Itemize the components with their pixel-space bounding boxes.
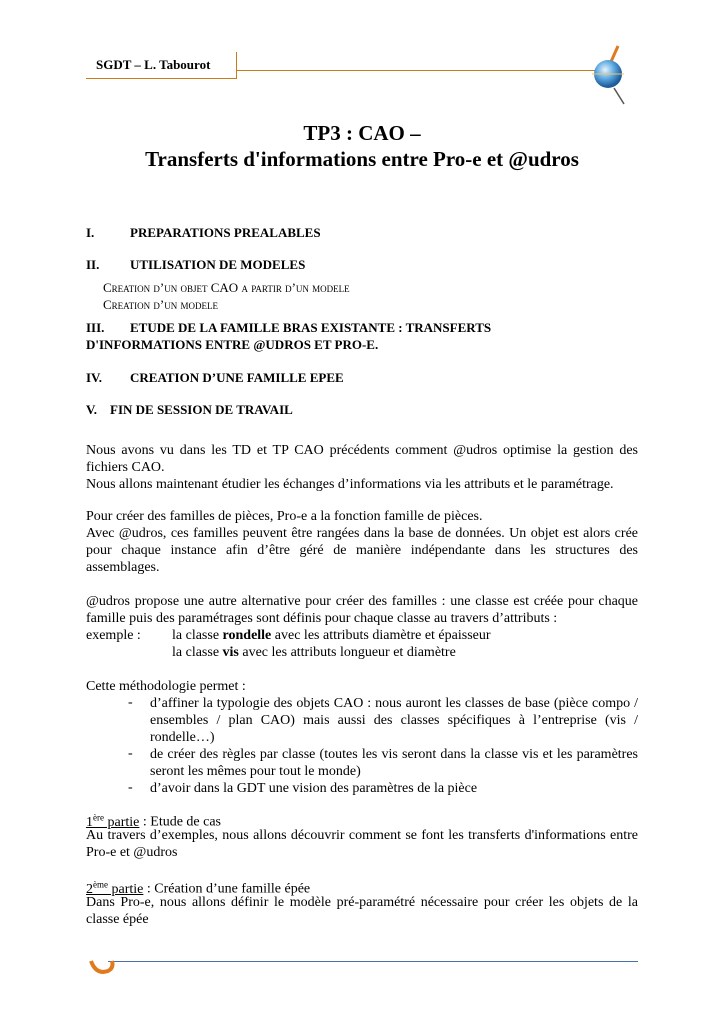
- bullet-item-3: d’avoir dans la GDT une vision des paramètres de la pièce: [150, 781, 478, 796]
- paragraph-intro-2: Nous allons maintenant étudier les échanges d’informations via les attributs et le paramétrage.: [86, 477, 614, 492]
- bullet-dash: -: [128, 780, 133, 795]
- example-class-name: rondelle: [222, 628, 272, 643]
- part1-text: Au travers d’exemples, nous allons découvrir comment se font les transferts d'informations entre Pro-e et @udros: [86, 828, 638, 860]
- outline-item-3-cont: D'INFORMATIONS ENTRE @UDROS ET PRO-E.: [86, 337, 379, 352]
- example-text: la classe: [172, 645, 223, 660]
- example-text: avec les attributs longueur et diamètre: [238, 645, 456, 660]
- globe-pen-logo-icon: [588, 44, 636, 108]
- outline-item-5: [86, 402, 293, 418]
- paragraph-intro: Nous avons vu dans les TD et TP CAO précédents comment @udros optimise la gestion des fichiers CAO.: [86, 443, 638, 475]
- part2-superscript: ème: [93, 879, 108, 889]
- example-vis: [172, 644, 456, 661]
- outline-item-2: [86, 257, 305, 273]
- part2-title: : Création d’une famille épée: [143, 881, 311, 897]
- footer-rule: [108, 961, 638, 962]
- outline-item-4: [86, 370, 344, 386]
- outline-num: II.: [86, 257, 100, 272]
- outline-num: III.: [86, 320, 105, 335]
- outline-num: I.: [86, 225, 95, 240]
- paragraph-alternative: @udros propose une autre alternative pour créer des familles : une classe est créée pour chaque famille puis des paramétrages sont définis pour chaque classe au travers d’attributs :: [86, 594, 638, 626]
- outline-label: ETUDE DE LA FAMILLE BRAS EXISTANTE : TRANSFERTS: [130, 320, 492, 335]
- part1-title: : Etude de cas: [139, 814, 222, 830]
- outline-item-1: [86, 225, 321, 241]
- example-label: exemple :: [86, 628, 141, 643]
- sub-item-1-a: Creation d’un objet: [103, 280, 211, 295]
- paragraph-methodology: Cette méthodologie permet :: [86, 679, 246, 694]
- outline-num: V.: [86, 402, 97, 417]
- doc-title-line1: TP3 : CAO –: [303, 121, 421, 145]
- paragraph-families: Pour créer des familles de pièces, Pro-e a la fonction famille de pièces.: [86, 509, 483, 524]
- sub-item-1-b: CAO: [210, 280, 239, 295]
- part2-word: partie: [108, 881, 144, 897]
- bullet-dash: -: [128, 746, 133, 761]
- sub-item-1: [103, 280, 350, 296]
- example-text: la classe: [172, 628, 223, 643]
- doc-title-line2: Transferts d'informations entre Pro-e et @udros: [145, 147, 579, 171]
- orange-swoosh-logo-icon: [88, 957, 118, 977]
- example-class-name: vis: [222, 645, 239, 660]
- outline-item-3: [86, 320, 491, 336]
- example-rondelle: [172, 627, 491, 644]
- paragraph-udros-families: Avec @udros, ces familles peuvent être rangées dans la base de données. Un objet est alors crée pour chaque instance afin d’être géré de manière indépendante dans les structures des assemblages.: [86, 526, 638, 575]
- bullet-dash: -: [128, 695, 133, 710]
- outline-label: UTILISATION DE MODELES: [130, 257, 306, 272]
- bullet-item-2: de créer des règles par classe (toutes les vis seront dans la classe vis et les paramètres seront les mêmes pour tout le monde): [150, 747, 638, 779]
- part2-number: 2: [86, 881, 93, 897]
- outline-label: CREATION D’UNE FAMILLE EPEE: [130, 370, 344, 385]
- sub-item-2: Creation d’un modele: [103, 297, 218, 312]
- part2-text: Dans Pro-e, nous allons définir le modèle pré-paramétré nécessaire pour créer les objets de la classe épée: [86, 895, 638, 927]
- part1-number: 1: [86, 814, 93, 830]
- example-text: avec les attributs diamètre et épaisseur: [271, 628, 491, 643]
- part1-word: partie: [104, 814, 140, 830]
- outline-label: PREPARATIONS PREALABLES: [130, 225, 321, 240]
- sub-item-1-c: a partir d’un modele: [238, 280, 350, 295]
- header-rule: [236, 70, 601, 71]
- bullet-item-1: d’affiner la typologie des objets CAO : nous auront les classes de base (pièce compo / ensembles / plan CAO) mais aussi des classes spécifiques à l’entreprise (vis / rondelle…): [150, 696, 638, 745]
- outline-label: FIN DE SESSION DE TRAVAIL: [110, 402, 293, 417]
- part1-superscript: ère: [93, 812, 104, 822]
- header-author: SGDT – L. Tabourot: [96, 57, 211, 72]
- outline-num: IV.: [86, 370, 103, 385]
